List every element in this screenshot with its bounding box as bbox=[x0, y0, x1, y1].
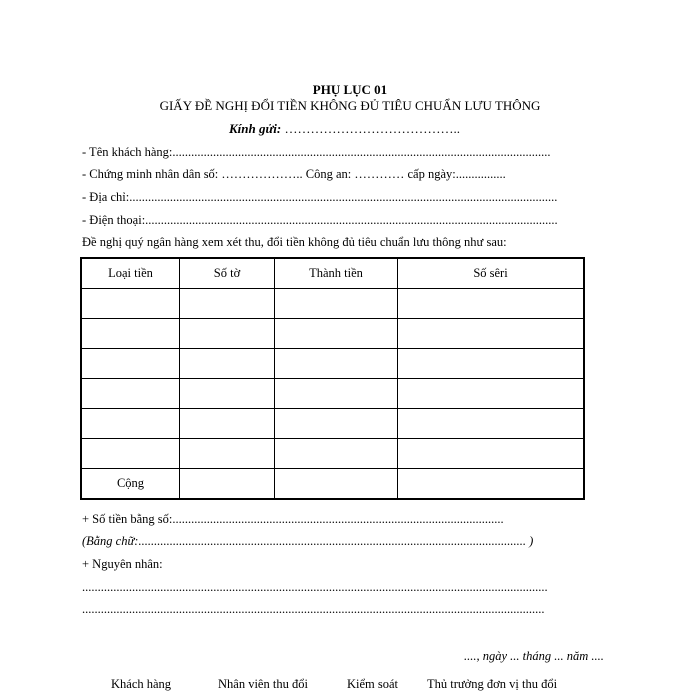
address-field: - Địa chỉ:......................................................................................................................................... bbox=[82, 190, 558, 204]
table-cell bbox=[180, 289, 275, 319]
respect-dots: ………………………………….. bbox=[281, 121, 460, 136]
table-cell bbox=[180, 409, 275, 439]
header-sheet-count: Số tờ bbox=[180, 258, 275, 289]
table-cell bbox=[81, 289, 180, 319]
table-row bbox=[81, 289, 584, 319]
table-cell bbox=[398, 319, 585, 349]
table-cell bbox=[398, 289, 585, 319]
currency-table bbox=[80, 257, 585, 500]
table-cell bbox=[180, 349, 275, 379]
request-text: Đề nghị quý ngân hàng xem xét thu, đổi tiền không đủ tiêu chuẩn lưu thông như sau: bbox=[82, 235, 507, 249]
table-row bbox=[81, 409, 584, 439]
table-cell bbox=[180, 319, 275, 349]
table-cell bbox=[275, 319, 398, 349]
form-title: GIẤY ĐỀ NGHỊ ĐỔI TIỀN KHÔNG ĐỦ TIÊU CHUẨN LƯU THÔNG bbox=[159, 98, 541, 113]
table-cell bbox=[81, 319, 180, 349]
total-label: Cộng bbox=[81, 469, 180, 500]
signature-unit-head: Thủ trưởng đơn vị thu đổi bbox=[427, 677, 558, 691]
table-cell bbox=[81, 439, 180, 469]
table-row bbox=[81, 439, 584, 469]
signature-controller: Kiểm soát bbox=[347, 677, 399, 691]
reason-label: + Nguyên nhân: bbox=[82, 557, 163, 571]
table-cell bbox=[180, 439, 275, 469]
table-cell bbox=[398, 379, 585, 409]
table-cell bbox=[275, 289, 398, 319]
table-cell bbox=[398, 349, 585, 379]
signature-exchange-staff: Nhân viên thu đổi bbox=[218, 677, 308, 691]
phone-field: - Điện thoại:.................................................................................................................................... bbox=[82, 213, 558, 227]
table-cell bbox=[398, 439, 585, 469]
table-cell bbox=[275, 349, 398, 379]
table-cell bbox=[398, 469, 585, 500]
table-cell bbox=[275, 409, 398, 439]
signature-customer: Khách hàng bbox=[111, 677, 172, 691]
header-currency-type: Loại tiền bbox=[81, 258, 180, 289]
header-amount: Thành tiền bbox=[275, 258, 398, 289]
table-total-row bbox=[81, 469, 584, 500]
table-row bbox=[81, 319, 584, 349]
table-cell bbox=[275, 469, 398, 500]
table-cell bbox=[81, 379, 180, 409]
customer-name-field: - Tên khách hàng:......................................................................................................................... bbox=[82, 145, 551, 159]
respect-line bbox=[229, 121, 460, 137]
amount-numbers-field: + Số tiền bằng số:.......................................................................................................... bbox=[82, 512, 504, 526]
date-line: ...., ngày ... tháng ... năm .... bbox=[464, 649, 604, 663]
table-cell bbox=[81, 409, 180, 439]
table-cell bbox=[180, 379, 275, 409]
respect-label: Kính gửi: bbox=[229, 121, 282, 136]
table-cell bbox=[180, 469, 275, 500]
table-cell bbox=[275, 379, 398, 409]
amount-words-field: (Bằng chữ:............................................................................................................................ ) bbox=[82, 534, 534, 548]
reason-line-1: ..................................................................................................................................................... bbox=[82, 580, 548, 594]
table-header-row bbox=[81, 258, 584, 289]
header-serial: Số sêri bbox=[398, 258, 585, 289]
id-card-field: - Chứng minh nhân dân số: ……………….. Công an: ………… cấp ngày:................ bbox=[82, 167, 506, 181]
appendix-title: PHỤ LỤC 01 bbox=[312, 82, 388, 97]
table-cell bbox=[398, 409, 585, 439]
table-row bbox=[81, 349, 584, 379]
table-row bbox=[81, 379, 584, 409]
reason-line-2: .................................................................................................................................................... bbox=[82, 602, 545, 616]
table-cell bbox=[81, 349, 180, 379]
table-cell bbox=[275, 439, 398, 469]
